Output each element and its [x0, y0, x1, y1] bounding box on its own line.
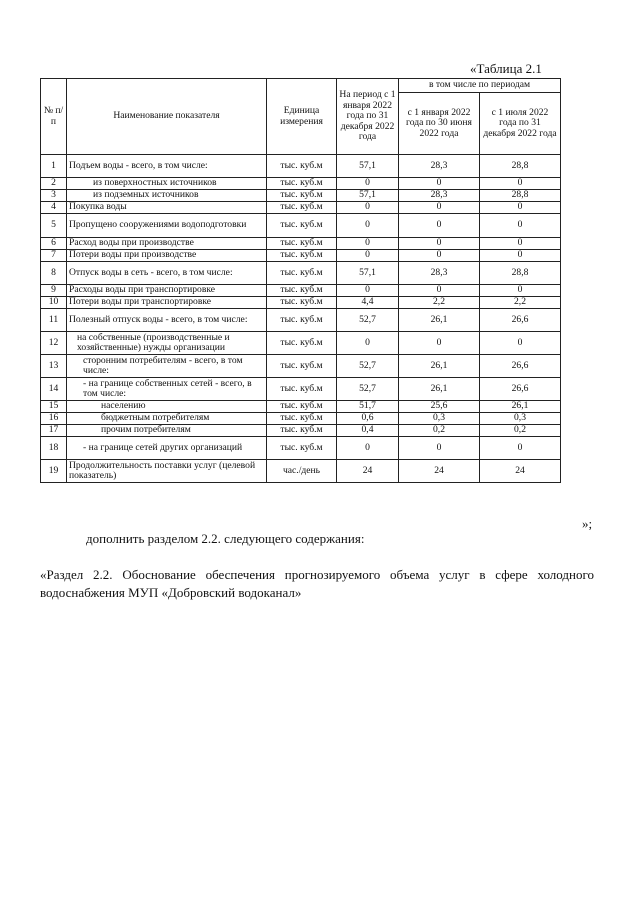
row-unit: тыс. куб.м — [267, 190, 337, 202]
row-unit: тыс. куб.м — [267, 214, 337, 238]
row-indicator-name: Подъем воды - всего, в том числе: — [67, 155, 267, 178]
table-row — [41, 155, 561, 178]
table-body — [41, 155, 561, 483]
water-supply-table — [40, 78, 561, 483]
row-value-h2: 26,6 — [480, 378, 561, 401]
table-row — [41, 378, 561, 401]
row-value-h1: 0 — [399, 202, 480, 214]
row-value-total: 0 — [337, 332, 399, 355]
row-unit: тыс. куб.м — [267, 332, 337, 355]
row-number: 3 — [41, 190, 67, 202]
row-value-total: 52,7 — [337, 378, 399, 401]
table-row — [41, 297, 561, 309]
row-number: 6 — [41, 238, 67, 250]
row-unit: тыс. куб.м — [267, 378, 337, 401]
row-value-h1: 0 — [399, 178, 480, 190]
row-value-h1: 0 — [399, 214, 480, 238]
row-value-h1: 0 — [399, 285, 480, 297]
row-indicator-name: бюджетным потребителям — [67, 413, 267, 425]
row-unit: час./день — [267, 460, 337, 483]
row-value-total: 0 — [337, 437, 399, 460]
row-number: 12 — [41, 332, 67, 355]
row-number: 5 — [41, 214, 67, 238]
table-row — [41, 437, 561, 460]
row-value-h1: 0,3 — [399, 413, 480, 425]
row-indicator-name: Полезный отпуск воды - всего, в том числе: — [67, 309, 267, 332]
row-value-h2: 0 — [480, 178, 561, 190]
table-row — [41, 332, 561, 355]
row-number: 13 — [41, 355, 67, 378]
section-heading-text: «Раздел 2.2. Обоснование обеспечения прогнозируемого объема услуг в сфере холодного водоснабжения МУП «Добровский водоканал» — [40, 567, 594, 600]
header-name: Наименование показателя — [67, 79, 267, 155]
row-value-h1: 28,3 — [399, 155, 480, 178]
closing-quote: »; — [582, 516, 593, 531]
row-value-h2: 0 — [480, 202, 561, 214]
table-row — [41, 309, 561, 332]
row-indicator-name: прочим потребителям — [67, 425, 267, 437]
row-value-total: 0 — [337, 202, 399, 214]
row-unit: тыс. куб.м — [267, 202, 337, 214]
table-row — [41, 202, 561, 214]
row-number: 9 — [41, 285, 67, 297]
row-value-total: 0 — [337, 238, 399, 250]
row-value-total: 0,4 — [337, 425, 399, 437]
table-row — [41, 214, 561, 238]
row-value-h1: 28,3 — [399, 262, 480, 285]
row-value-h1: 26,1 — [399, 378, 480, 401]
row-value-h2: 26,6 — [480, 309, 561, 332]
row-value-total: 4,4 — [337, 297, 399, 309]
row-indicator-name: Покупка воды — [67, 202, 267, 214]
row-value-h1: 26,1 — [399, 309, 480, 332]
row-value-h2: 0,3 — [480, 413, 561, 425]
row-value-h1: 0 — [399, 332, 480, 355]
row-value-total: 0,6 — [337, 413, 399, 425]
row-value-h2: 0,2 — [480, 425, 561, 437]
row-indicator-name: - на границе сетей других организаций — [67, 437, 267, 460]
row-unit: тыс. куб.м — [267, 437, 337, 460]
row-number: 7 — [41, 250, 67, 262]
row-value-h1: 28,3 — [399, 190, 480, 202]
header-period-h1: с 1 января 2022 года по 30 июня 2022 года — [399, 93, 480, 155]
row-value-total: 57,1 — [337, 262, 399, 285]
row-indicator-name: Отпуск воды в сеть - всего, в том числе: — [67, 262, 267, 285]
row-number: 8 — [41, 262, 67, 285]
header-num: № п/п — [41, 79, 67, 155]
row-value-total: 57,1 — [337, 190, 399, 202]
row-unit: тыс. куб.м — [267, 355, 337, 378]
row-unit: тыс. куб.м — [267, 262, 337, 285]
row-number: 2 — [41, 178, 67, 190]
row-value-h1: 25,6 — [399, 401, 480, 413]
row-value-h1: 0 — [399, 238, 480, 250]
row-value-h1: 24 — [399, 460, 480, 483]
row-value-h2: 26,6 — [480, 355, 561, 378]
header-period-total: На период с 1 января 2022 года по 31 декабря 2022 года — [337, 79, 399, 155]
row-unit: тыс. куб.м — [267, 250, 337, 262]
row-value-h2: 28,8 — [480, 190, 561, 202]
row-value-h2: 28,8 — [480, 262, 561, 285]
table-row — [41, 250, 561, 262]
row-number: 17 — [41, 425, 67, 437]
row-unit: тыс. куб.м — [267, 285, 337, 297]
row-indicator-name: из подземных источников — [67, 190, 267, 202]
table-row — [41, 401, 561, 413]
table-row — [41, 190, 561, 202]
row-unit: тыс. куб.м — [267, 309, 337, 332]
row-value-h2: 2,2 — [480, 297, 561, 309]
row-value-total: 0 — [337, 250, 399, 262]
row-unit: тыс. куб.м — [267, 297, 337, 309]
row-number: 14 — [41, 378, 67, 401]
table-row — [41, 355, 561, 378]
row-number: 15 — [41, 401, 67, 413]
row-value-h2: 24 — [480, 460, 561, 483]
row-indicator-name: сторонним потребителям - всего, в том числе: — [67, 355, 267, 378]
row-unit: тыс. куб.м — [267, 155, 337, 178]
row-value-h2: 0 — [480, 238, 561, 250]
row-number: 1 — [41, 155, 67, 178]
table-row — [41, 425, 561, 437]
row-indicator-name: из поверхностных источников — [67, 178, 267, 190]
row-indicator-name: Пропущено сооружениями водоподготовки — [67, 214, 267, 238]
row-value-h2: 0 — [480, 437, 561, 460]
row-value-h2: 26,1 — [480, 401, 561, 413]
header-unit: Единица измерения — [267, 79, 337, 155]
row-value-h1: 2,2 — [399, 297, 480, 309]
table-row — [41, 178, 561, 190]
row-value-total: 52,7 — [337, 355, 399, 378]
row-unit: тыс. куб.м — [267, 238, 337, 250]
row-value-h1: 0,2 — [399, 425, 480, 437]
row-number: 18 — [41, 437, 67, 460]
row-unit: тыс. куб.м — [267, 401, 337, 413]
table-row — [41, 413, 561, 425]
row-value-h1: 0 — [399, 250, 480, 262]
header-including: в том числе по периодам — [399, 79, 561, 93]
row-unit: тыс. куб.м — [267, 178, 337, 190]
row-value-h2: 0 — [480, 332, 561, 355]
row-value-h1: 26,1 — [399, 355, 480, 378]
row-number: 16 — [41, 413, 67, 425]
row-value-h2: 0 — [480, 285, 561, 297]
row-unit: тыс. куб.м — [267, 425, 337, 437]
row-indicator-name: Потери воды при транспортировке — [67, 297, 267, 309]
table-row — [41, 238, 561, 250]
row-value-h1: 0 — [399, 437, 480, 460]
row-number: 10 — [41, 297, 67, 309]
header-period-h2: с 1 июля 2022 года по 31 декабря 2022 года — [480, 93, 561, 155]
table-row — [41, 285, 561, 297]
row-number: 19 — [41, 460, 67, 483]
table-caption: «Таблица 2.1 — [470, 61, 542, 76]
row-value-total: 52,7 — [337, 309, 399, 332]
row-value-h2: 0 — [480, 214, 561, 238]
table-row — [41, 262, 561, 285]
row-value-total: 0 — [337, 285, 399, 297]
row-indicator-name: на собственные (производственные и хозяйственные) нужды организации — [67, 332, 267, 355]
row-value-total: 0 — [337, 214, 399, 238]
row-value-total: 57,1 — [337, 155, 399, 178]
table-row — [41, 460, 561, 483]
amendment-text: дополнить разделом 2.2. следующего содержания: — [86, 531, 365, 546]
row-value-h2: 28,8 — [480, 155, 561, 178]
row-value-total: 51,7 — [337, 401, 399, 413]
row-indicator-name: населению — [67, 401, 267, 413]
row-indicator-name: Расход воды при производстве — [67, 238, 267, 250]
row-indicator-name: Расходы воды при транспортировке — [67, 285, 267, 297]
row-number: 11 — [41, 309, 67, 332]
row-unit: тыс. куб.м — [267, 413, 337, 425]
row-indicator-name: Продолжительность поставки услуг (целевой показатель) — [67, 460, 267, 483]
row-number: 4 — [41, 202, 67, 214]
row-indicator-name: Потери воды при производстве — [67, 250, 267, 262]
row-value-h2: 0 — [480, 250, 561, 262]
row-value-total: 24 — [337, 460, 399, 483]
row-indicator-name: - на границе собственных сетей - всего, в том числе: — [67, 378, 267, 401]
row-value-total: 0 — [337, 178, 399, 190]
